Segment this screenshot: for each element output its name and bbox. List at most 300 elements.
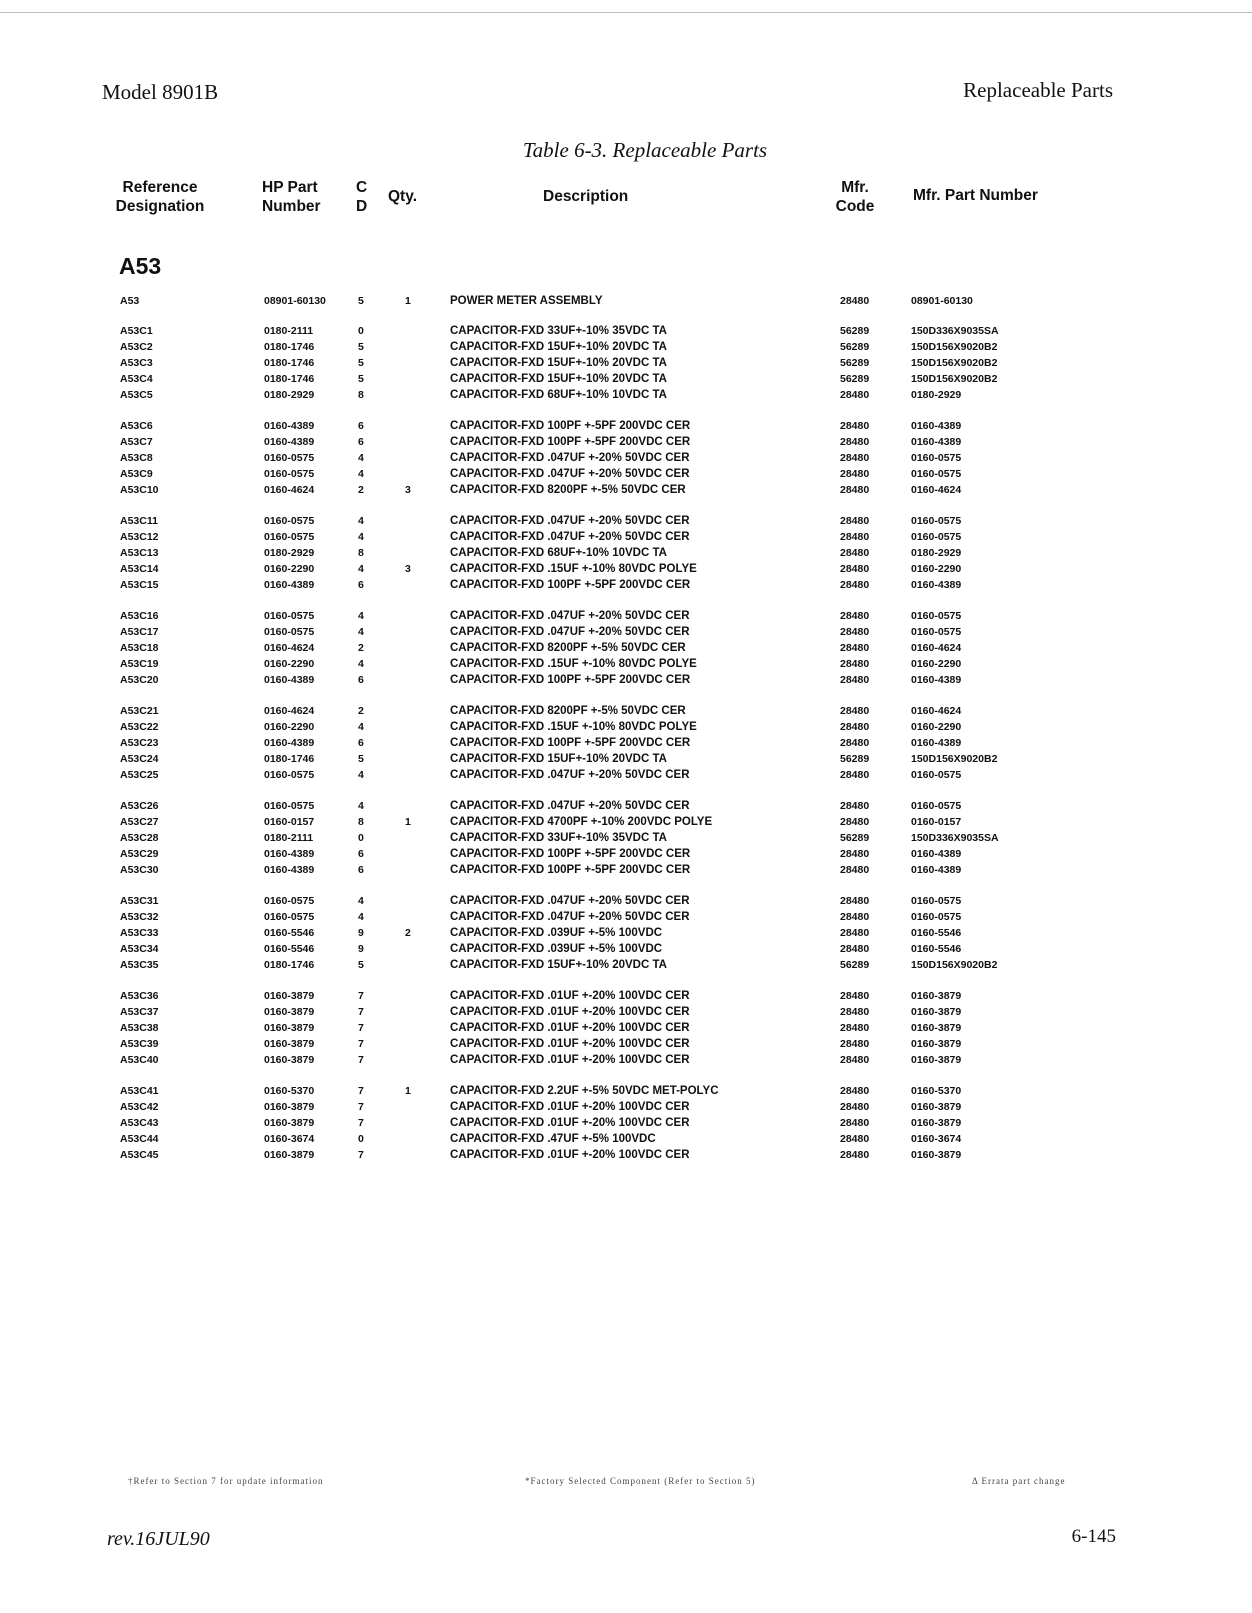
cell-mfr-code: 28480 (840, 626, 870, 638)
table-row (0, 323, 1252, 339)
cell-hp-part-number: 0160-4389 (264, 737, 315, 749)
cell-description: CAPACITOR-FXD .047UF +-20% 50VDC CER (450, 515, 690, 527)
cell-ref-designation: A53C21 (120, 705, 159, 717)
header-model: Model 8901B (102, 80, 219, 104)
cell-mfr-code: 28480 (840, 737, 870, 749)
cell-description: CAPACITOR-FXD .047UF +-20% 50VDC CER (450, 911, 690, 923)
cell-cd: 4 (358, 721, 364, 733)
cell-description: CAPACITOR-FXD 33UF+-10% 35VDC TA (450, 832, 667, 844)
cell-qty: 1 (405, 1085, 411, 1097)
header-section: Replaceable Parts (963, 78, 1113, 102)
cell-ref-designation: A53C42 (120, 1101, 159, 1113)
cell-description: CAPACITOR-FXD 100PF +-5PF 200VDC CER (450, 864, 691, 876)
cell-description: CAPACITOR-FXD 100PF +-5PF 200VDC CER (450, 674, 691, 686)
cell-mfr-part-number: 150D336X9035SA (911, 832, 999, 844)
cell-mfr-code: 28480 (840, 848, 870, 860)
footnote-errata: Δ Errata part change (972, 1476, 1066, 1486)
cell-cd: 9 (358, 927, 364, 939)
table-row (0, 608, 1252, 624)
cell-mfr-code: 28480 (840, 816, 870, 828)
cell-hp-part-number: 0160-4624 (264, 642, 315, 654)
cell-mfr-code: 28480 (840, 769, 870, 781)
cell-mfr-part-number: 0160-0575 (911, 769, 962, 781)
table-row (0, 434, 1252, 450)
cell-hp-part-number: 0160-4389 (264, 848, 315, 860)
table-row (0, 893, 1252, 909)
cell-mfr-code: 28480 (840, 452, 870, 464)
footnote-update: †Refer to Section 7 for update information (128, 1476, 324, 1486)
cell-mfr-code: 28480 (840, 563, 870, 575)
cell-mfr-part-number: 0160-3879 (911, 1149, 962, 1161)
cell-description: CAPACITOR-FXD 100PF +-5PF 200VDC CER (450, 848, 691, 860)
cell-ref-designation: A53C12 (120, 531, 159, 543)
cell-ref-designation: A53C45 (120, 1149, 159, 1161)
cell-mfr-part-number: 0160-3879 (911, 1117, 962, 1129)
cell-ref-designation: A53C24 (120, 753, 159, 765)
cell-cd: 6 (358, 674, 364, 686)
cell-description: CAPACITOR-FXD .047UF +-20% 50VDC CER (450, 610, 690, 622)
cell-description: CAPACITOR-FXD 15UF+-10% 20VDC TA (450, 373, 667, 385)
cell-hp-part-number: 0160-5546 (264, 927, 315, 939)
cell-cd: 4 (358, 658, 364, 670)
cell-hp-part-number: 0180-2111 (264, 832, 314, 844)
cell-mfr-part-number: 0160-4389 (911, 737, 962, 749)
cell-mfr-part-number: 0160-4624 (911, 705, 962, 717)
table-row (0, 703, 1252, 719)
cell-cd: 5 (358, 753, 364, 765)
col-header-hp-part-line2: Number (262, 198, 321, 215)
cell-mfr-part-number: 0160-2290 (911, 658, 962, 670)
cell-ref-designation: A53C37 (120, 1006, 159, 1018)
cell-mfr-part-number: 0160-0575 (911, 626, 962, 638)
cell-mfr-code: 28480 (840, 1085, 870, 1097)
cell-mfr-code: 28480 (840, 642, 870, 654)
cell-mfr-part-number: 150D156X9020B2 (911, 357, 998, 369)
cell-description: CAPACITOR-FXD .15UF +-10% 80VDC POLYE (450, 563, 697, 575)
cell-description: POWER METER ASSEMBLY (450, 295, 603, 307)
table-row (0, 656, 1252, 672)
cell-cd: 6 (358, 579, 364, 591)
table-row (0, 957, 1252, 973)
cell-hp-part-number: 0160-0157 (264, 816, 315, 828)
cell-hp-part-number: 0160-3879 (264, 1022, 315, 1034)
cell-description: CAPACITOR-FXD .047UF +-20% 50VDC CER (450, 895, 690, 907)
cell-description: CAPACITOR-FXD 8200PF +-5% 50VDC CER (450, 705, 686, 717)
cell-mfr-code: 56289 (840, 325, 870, 337)
cell-cd: 7 (358, 1022, 364, 1034)
cell-cd: 5 (358, 357, 364, 369)
table-row (0, 1036, 1252, 1052)
cell-description: CAPACITOR-FXD .047UF +-20% 50VDC CER (450, 531, 690, 543)
cell-hp-part-number: 0160-0575 (264, 769, 315, 781)
cell-ref-designation: A53C27 (120, 816, 159, 828)
cell-cd: 4 (358, 769, 364, 781)
table-row (0, 640, 1252, 656)
cell-qty: 1 (405, 816, 411, 828)
table-row (0, 466, 1252, 482)
cell-cd: 6 (358, 420, 364, 432)
cell-description: CAPACITOR-FXD 15UF+-10% 20VDC TA (450, 753, 667, 765)
cell-cd: 6 (358, 864, 364, 876)
table-row (0, 862, 1252, 878)
cell-mfr-part-number: 0160-4389 (911, 579, 962, 591)
cell-description: CAPACITOR-FXD .01UF +-20% 100VDC CER (450, 1101, 690, 1113)
col-header-cd-line1: C (356, 179, 368, 196)
cell-ref-designation: A53C20 (120, 674, 159, 686)
cell-cd: 5 (358, 959, 364, 971)
col-header-description: Description (543, 188, 629, 205)
cell-cd: 7 (358, 1149, 364, 1161)
col-header-mfr-code-line2: Code (835, 198, 875, 215)
table-row (0, 767, 1252, 783)
cell-mfr-part-number: 0160-2290 (911, 721, 962, 733)
cell-hp-part-number: 0160-4389 (264, 420, 315, 432)
cell-description: CAPACITOR-FXD .01UF +-20% 100VDC CER (450, 1149, 690, 1161)
cell-mfr-part-number: 0160-5370 (911, 1085, 962, 1097)
cell-hp-part-number: 0180-1746 (264, 357, 315, 369)
cell-mfr-part-number: 0160-0575 (911, 531, 962, 543)
cell-ref-designation: A53C34 (120, 943, 159, 955)
cell-cd: 4 (358, 911, 364, 923)
cell-hp-part-number: 0160-0575 (264, 452, 315, 464)
table-row (0, 814, 1252, 830)
cell-cd: 4 (358, 626, 364, 638)
cell-ref-designation: A53C26 (120, 800, 159, 812)
cell-ref-designation: A53C3 (120, 357, 153, 369)
cell-mfr-part-number: 0180-2929 (911, 547, 962, 559)
cell-hp-part-number: 0160-3879 (264, 1038, 315, 1050)
cell-description: CAPACITOR-FXD .047UF +-20% 50VDC CER (450, 468, 690, 480)
cell-cd: 8 (358, 816, 364, 828)
cell-mfr-part-number: 0160-5546 (911, 927, 962, 939)
col-header-hp-part-line1: HP Part (262, 179, 318, 196)
cell-cd: 8 (358, 389, 364, 401)
cell-mfr-part-number: 0160-0575 (911, 911, 962, 923)
cell-hp-part-number: 0160-5546 (264, 943, 315, 955)
cell-description: CAPACITOR-FXD .01UF +-20% 100VDC CER (450, 1022, 690, 1034)
cell-hp-part-number: 0160-4389 (264, 674, 315, 686)
cell-ref-designation: A53C15 (120, 579, 159, 591)
cell-ref-designation: A53C40 (120, 1054, 159, 1066)
cell-hp-part-number: 0160-0575 (264, 800, 315, 812)
cell-mfr-code: 28480 (840, 1006, 870, 1018)
cell-cd: 7 (358, 1054, 364, 1066)
cell-qty: 3 (405, 563, 411, 575)
cell-ref-designation: A53C4 (120, 373, 153, 385)
table-row (0, 798, 1252, 814)
cell-mfr-part-number: 0160-0575 (911, 800, 962, 812)
cell-mfr-part-number: 0160-3879 (911, 1038, 962, 1050)
table-row (0, 988, 1252, 1004)
cell-mfr-code: 28480 (840, 895, 870, 907)
cell-description: CAPACITOR-FXD 100PF +-5PF 200VDC CER (450, 420, 691, 432)
table-row (0, 1099, 1252, 1115)
cell-hp-part-number: 0160-3879 (264, 1101, 315, 1113)
cell-ref-designation: A53C43 (120, 1117, 159, 1129)
table-row (0, 1020, 1252, 1036)
cell-hp-part-number: 0160-0575 (264, 468, 315, 480)
cell-description: CAPACITOR-FXD .047UF +-20% 50VDC CER (450, 626, 690, 638)
cell-cd: 4 (358, 452, 364, 464)
cell-mfr-code: 28480 (840, 420, 870, 432)
table-row (0, 624, 1252, 640)
cell-mfr-code: 28480 (840, 1101, 870, 1113)
cell-mfr-code: 56289 (840, 373, 870, 385)
table-row (0, 577, 1252, 593)
cell-description: CAPACITOR-FXD 100PF +-5PF 200VDC CER (450, 579, 691, 591)
cell-cd: 7 (358, 1085, 364, 1097)
table-row (0, 1004, 1252, 1020)
table-row (0, 735, 1252, 751)
cell-hp-part-number: 0160-4389 (264, 864, 315, 876)
table-row (0, 1147, 1252, 1163)
cell-ref-designation: A53C5 (120, 389, 153, 401)
cell-mfr-code: 28480 (840, 1117, 870, 1129)
cell-ref-designation: A53C22 (120, 721, 159, 733)
cell-hp-part-number: 0180-1746 (264, 373, 315, 385)
cell-mfr-part-number: 0160-0157 (911, 816, 962, 828)
cell-cd: 9 (358, 943, 364, 955)
cell-mfr-part-number: 150D156X9020B2 (911, 753, 998, 765)
table-row (0, 371, 1252, 387)
cell-description: CAPACITOR-FXD 2.2UF +-5% 50VDC MET-POLYC (450, 1085, 719, 1097)
cell-mfr-part-number: 0160-4389 (911, 674, 962, 686)
table-row (0, 751, 1252, 767)
cell-cd: 8 (358, 547, 364, 559)
cell-mfr-part-number: 0160-3879 (911, 990, 962, 1002)
cell-mfr-code: 28480 (840, 610, 870, 622)
table-row (0, 482, 1252, 498)
cell-hp-part-number: 0160-0575 (264, 515, 315, 527)
col-header-qty: Qty. (388, 188, 417, 205)
cell-mfr-part-number: 0160-2290 (911, 563, 962, 575)
cell-hp-part-number: 0160-4389 (264, 436, 315, 448)
cell-cd: 4 (358, 468, 364, 480)
cell-mfr-part-number: 08901-60130 (911, 295, 973, 307)
cell-hp-part-number: 0160-4624 (264, 484, 315, 496)
cell-ref-designation: A53C35 (120, 959, 159, 971)
table-row (0, 293, 1252, 309)
col-header-cd-line2: D (356, 198, 368, 215)
cell-mfr-code: 28480 (840, 1133, 870, 1145)
cell-mfr-part-number: 0160-4389 (911, 436, 962, 448)
cell-qty: 3 (405, 484, 411, 496)
table-row (0, 1083, 1252, 1099)
page-number: 6-145 (1071, 1526, 1116, 1547)
cell-hp-part-number: 0160-5370 (264, 1085, 315, 1097)
cell-hp-part-number: 0160-3879 (264, 1149, 315, 1161)
cell-hp-part-number: 0160-3674 (264, 1133, 315, 1145)
cell-hp-part-number: 0180-1746 (264, 753, 315, 765)
table-row (0, 513, 1252, 529)
table-row (0, 1115, 1252, 1131)
cell-description: CAPACITOR-FXD .047UF +-20% 50VDC CER (450, 452, 690, 464)
cell-description: CAPACITOR-FXD .01UF +-20% 100VDC CER (450, 1054, 690, 1066)
table-row (0, 387, 1252, 403)
cell-ref-designation: A53C17 (120, 626, 159, 638)
cell-hp-part-number: 0180-2929 (264, 389, 315, 401)
cell-mfr-part-number: 150D156X9020B2 (911, 959, 998, 971)
cell-mfr-part-number: 150D336X9035SA (911, 325, 999, 337)
cell-description: CAPACITOR-FXD .047UF +-20% 50VDC CER (450, 769, 690, 781)
cell-cd: 0 (358, 325, 364, 337)
cell-mfr-code: 28480 (840, 674, 870, 686)
cell-description: CAPACITOR-FXD .047UF +-20% 50VDC CER (450, 800, 690, 812)
cell-ref-designation: A53C28 (120, 832, 159, 844)
cell-cd: 5 (358, 341, 364, 353)
cell-cd: 4 (358, 563, 364, 575)
cell-ref-designation: A53C13 (120, 547, 159, 559)
cell-ref-designation: A53C11 (120, 515, 158, 527)
cell-description: CAPACITOR-FXD 33UF+-10% 35VDC TA (450, 325, 667, 337)
cell-hp-part-number: 0160-2290 (264, 658, 315, 670)
cell-mfr-code: 28480 (840, 658, 870, 670)
table-row (0, 418, 1252, 434)
cell-description: CAPACITOR-FXD 100PF +-5PF 200VDC CER (450, 436, 691, 448)
cell-ref-designation: A53C19 (120, 658, 159, 670)
cell-mfr-part-number: 0160-4624 (911, 484, 962, 496)
cell-mfr-code: 28480 (840, 705, 870, 717)
cell-mfr-code: 28480 (840, 990, 870, 1002)
cell-mfr-part-number: 150D156X9020B2 (911, 373, 998, 385)
cell-description: CAPACITOR-FXD .01UF +-20% 100VDC CER (450, 990, 690, 1002)
cell-mfr-part-number: 0160-3674 (911, 1133, 962, 1145)
cell-hp-part-number: 0160-2290 (264, 563, 315, 575)
cell-mfr-code: 28480 (840, 547, 870, 559)
cell-qty: 1 (405, 295, 411, 307)
table-row (0, 450, 1252, 466)
cell-mfr-part-number: 0160-0575 (911, 895, 962, 907)
section-title: A53 (119, 253, 162, 279)
table-title-text: Table 6-3. Replaceable Parts (522, 138, 768, 162)
cell-cd: 4 (358, 895, 364, 907)
cell-cd: 6 (358, 848, 364, 860)
cell-description: CAPACITOR-FXD .039UF +-5% 100VDC (450, 943, 663, 955)
cell-description: CAPACITOR-FXD 68UF+-10% 10VDC TA (450, 389, 667, 401)
table-row (0, 719, 1252, 735)
cell-ref-designation: A53C39 (120, 1038, 159, 1050)
cell-mfr-part-number: 0160-0575 (911, 515, 962, 527)
cell-hp-part-number: 0160-0575 (264, 895, 315, 907)
cell-cd: 4 (358, 610, 364, 622)
cell-mfr-code: 56289 (840, 753, 870, 765)
cell-ref-designation: A53C32 (120, 911, 159, 923)
cell-hp-part-number: 0180-1746 (264, 959, 315, 971)
cell-hp-part-number: 0160-0575 (264, 626, 315, 638)
cell-cd: 6 (358, 737, 364, 749)
cell-mfr-code: 28480 (840, 579, 870, 591)
cell-hp-part-number: 0180-1746 (264, 341, 315, 353)
cell-description: CAPACITOR-FXD 4700PF +-10% 200VDC POLYE (450, 816, 713, 828)
cell-ref-designation: A53C6 (120, 420, 153, 432)
cell-description: CAPACITOR-FXD .039UF +-5% 100VDC (450, 927, 663, 939)
cell-ref-designation: A53C30 (120, 864, 159, 876)
col-header-reference-line1: Reference (122, 179, 198, 196)
cell-ref-designation: A53C44 (120, 1133, 159, 1145)
cell-mfr-part-number: 150D156X9020B2 (911, 341, 998, 353)
cell-hp-part-number: 0160-0575 (264, 911, 315, 923)
cell-description: CAPACITOR-FXD .47UF +-5% 100VDC (450, 1133, 656, 1145)
cell-mfr-part-number: 0160-0575 (911, 452, 962, 464)
cell-mfr-code: 28480 (840, 1149, 870, 1161)
cell-cd: 2 (358, 642, 364, 654)
table-row (0, 529, 1252, 545)
cell-ref-designation: A53C18 (120, 642, 159, 654)
cell-hp-part-number: 0160-2290 (264, 721, 315, 733)
cell-hp-part-number: 0180-2111 (264, 325, 314, 337)
cell-ref-designation: A53C31 (120, 895, 159, 907)
cell-mfr-code: 28480 (840, 864, 870, 876)
cell-ref-designation: A53C14 (120, 563, 159, 575)
cell-cd: 0 (358, 1133, 364, 1145)
cell-ref-designation: A53C7 (120, 436, 153, 448)
cell-mfr-code: 28480 (840, 927, 870, 939)
table-row (0, 909, 1252, 925)
cell-cd: 2 (358, 484, 364, 496)
table-row (0, 1052, 1252, 1068)
cell-cd: 7 (358, 1101, 364, 1113)
cell-mfr-code: 56289 (840, 341, 870, 353)
cell-hp-part-number: 0160-3879 (264, 990, 315, 1002)
cell-mfr-code: 28480 (840, 468, 870, 480)
cell-ref-designation: A53 (120, 295, 140, 307)
cell-ref-designation: A53C8 (120, 452, 153, 464)
table-row (0, 545, 1252, 561)
cell-mfr-part-number: 0160-3879 (911, 1022, 962, 1034)
cell-mfr-part-number: 0160-3879 (911, 1006, 962, 1018)
cell-hp-part-number: 0160-4624 (264, 705, 315, 717)
cell-ref-designation: A53C23 (120, 737, 159, 749)
col-header-reference-line2: Designation (115, 198, 205, 215)
table-row (0, 1131, 1252, 1147)
cell-mfr-code: 28480 (840, 943, 870, 955)
cell-mfr-part-number: 0160-3879 (911, 1054, 962, 1066)
cell-ref-designation: A53C36 (120, 990, 159, 1002)
cell-cd: 4 (358, 531, 364, 543)
cell-mfr-part-number: 0160-5546 (911, 943, 962, 955)
cell-ref-designation: A53C16 (120, 610, 159, 622)
cell-mfr-part-number: 0160-0575 (911, 610, 962, 622)
cell-description: CAPACITOR-FXD .01UF +-20% 100VDC CER (450, 1006, 690, 1018)
cell-hp-part-number: 0160-4389 (264, 579, 315, 591)
cell-mfr-code: 28480 (840, 436, 870, 448)
cell-qty: 2 (405, 927, 411, 939)
cell-mfr-part-number: 0180-2929 (911, 389, 962, 401)
cell-ref-designation: A53C9 (120, 468, 153, 480)
cell-mfr-code: 28480 (840, 721, 870, 733)
cell-hp-part-number: 0160-0575 (264, 610, 315, 622)
cell-mfr-code: 28480 (840, 531, 870, 543)
cell-mfr-part-number: 0160-3879 (911, 1101, 962, 1113)
cell-cd: 5 (358, 295, 364, 307)
cell-hp-part-number: 0180-2929 (264, 547, 315, 559)
cell-description: CAPACITOR-FXD 8200PF +-5% 50VDC CER (450, 484, 686, 496)
table-row (0, 339, 1252, 355)
cell-ref-designation: A53C38 (120, 1022, 159, 1034)
cell-cd: 0 (358, 832, 364, 844)
cell-hp-part-number: 0160-3879 (264, 1006, 315, 1018)
cell-cd: 2 (358, 705, 364, 717)
cell-cd: 5 (358, 373, 364, 385)
cell-ref-designation: A53C33 (120, 927, 159, 939)
table-row (0, 941, 1252, 957)
cell-description: CAPACITOR-FXD 15UF+-10% 20VDC TA (450, 357, 667, 369)
table-row (0, 830, 1252, 846)
table-row (0, 672, 1252, 688)
table-row (0, 846, 1252, 862)
cell-mfr-code: 28480 (840, 1022, 870, 1034)
cell-hp-part-number: 0160-0575 (264, 531, 315, 543)
